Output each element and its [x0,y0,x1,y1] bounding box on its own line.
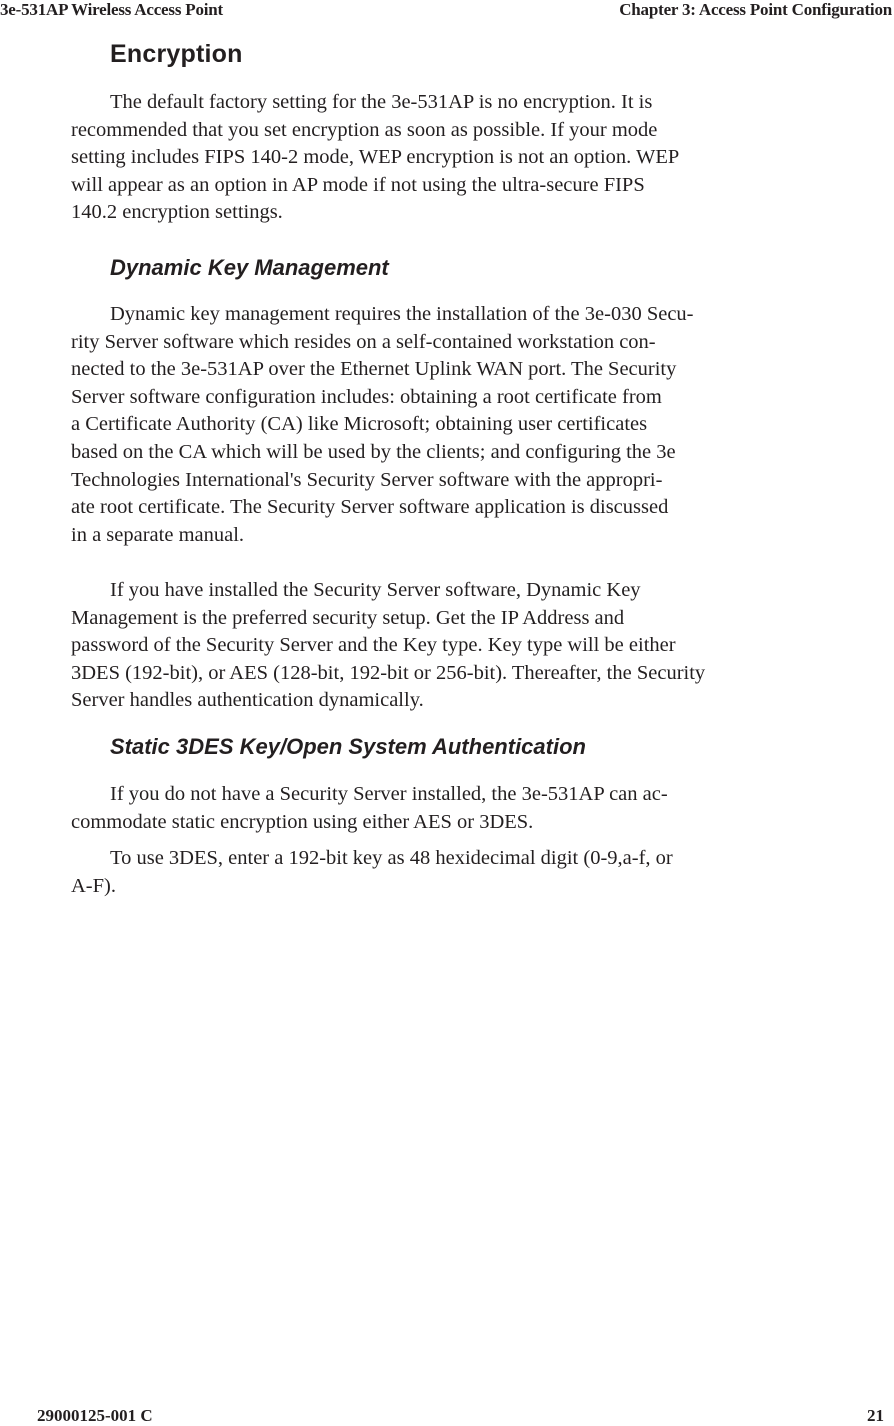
text-line: a Certificate Authority (CA) like Microsoft; obtaining user certificates [71,413,648,436]
text-line: 140.2 encryption settings. [71,201,283,224]
text-line: If you do not have a Security Server installed, the 3e-531AP can ac- [110,783,668,805]
text-line: A-F). [71,874,116,897]
running-header-right: Chapter 3: Access Point Configuration [619,0,892,19]
paragraph-encryption-intro [71,89,831,227]
footer-page-number: 21 [867,1406,884,1425]
text-line: Dynamic key management requires the installation of the 3e-030 Secu- [110,303,694,325]
text-line: rity Server software which resides on a self-contained workstation con- [71,330,656,353]
paragraph-dynamic-key-1 [71,301,831,549]
text-line: 3DES (192-bit), or AES (128-bit, 192-bit or 256-bit). Thereafter, the Security [71,661,706,684]
running-header-left: 3e-531AP Wireless Access Point [0,0,224,19]
text-line: nected to the 3e-531AP over the Ethernet Uplink WAN port. The Security [71,358,677,381]
text-line: Management is the preferred security setup. Get the IP Address and [71,606,625,629]
text-line: recommended that you set encryption as soon as possible. If your mode [71,118,658,141]
subsection-title-static-3des: Static 3DES Key/Open System Authentication [110,734,586,759]
text-line: will appear as an option in AP mode if not using the ultra-secure FIPS [71,173,645,196]
text-line: in a separate manual. [71,523,245,546]
text-line: Server handles authentication dynamically. [71,689,424,712]
subsection-title-dynamic-key: Dynamic Key Management [110,255,389,280]
text-line: Technologies International's Security Server software with the appropri- [71,468,663,491]
text-line: Server software configuration includes: obtaining a root certificate from [71,385,662,408]
text-line: If you have installed the Security Server software, Dynamic Key [110,579,641,601]
paragraph-static-2 [71,845,831,900]
text-line: password of the Security Server and the Key type. Key type will be either [71,634,676,657]
footer-document-number: 29000125-001 C [37,1406,153,1425]
paragraph-dynamic-key-2 [71,577,831,715]
text-line: setting includes FIPS 140-2 mode, WEP encryption is not an option. WEP [71,146,680,169]
text-line: To use 3DES, enter a 192-bit key as 48 hexidecimal digit (0-9,a-f, or [110,847,673,869]
text-line: ate root certificate. The Security Server software application is discussed [71,496,669,519]
text-line: The default factory setting for the 3e-531AP is no encryption. It is [110,91,653,113]
paragraph-static-1 [71,781,831,836]
section-title-encryption: Encryption [110,40,243,68]
text-line: based on the CA which will be used by the clients; and configuring the 3e [71,440,676,463]
text-line: commodate static encryption using either AES or 3DES. [71,810,534,833]
